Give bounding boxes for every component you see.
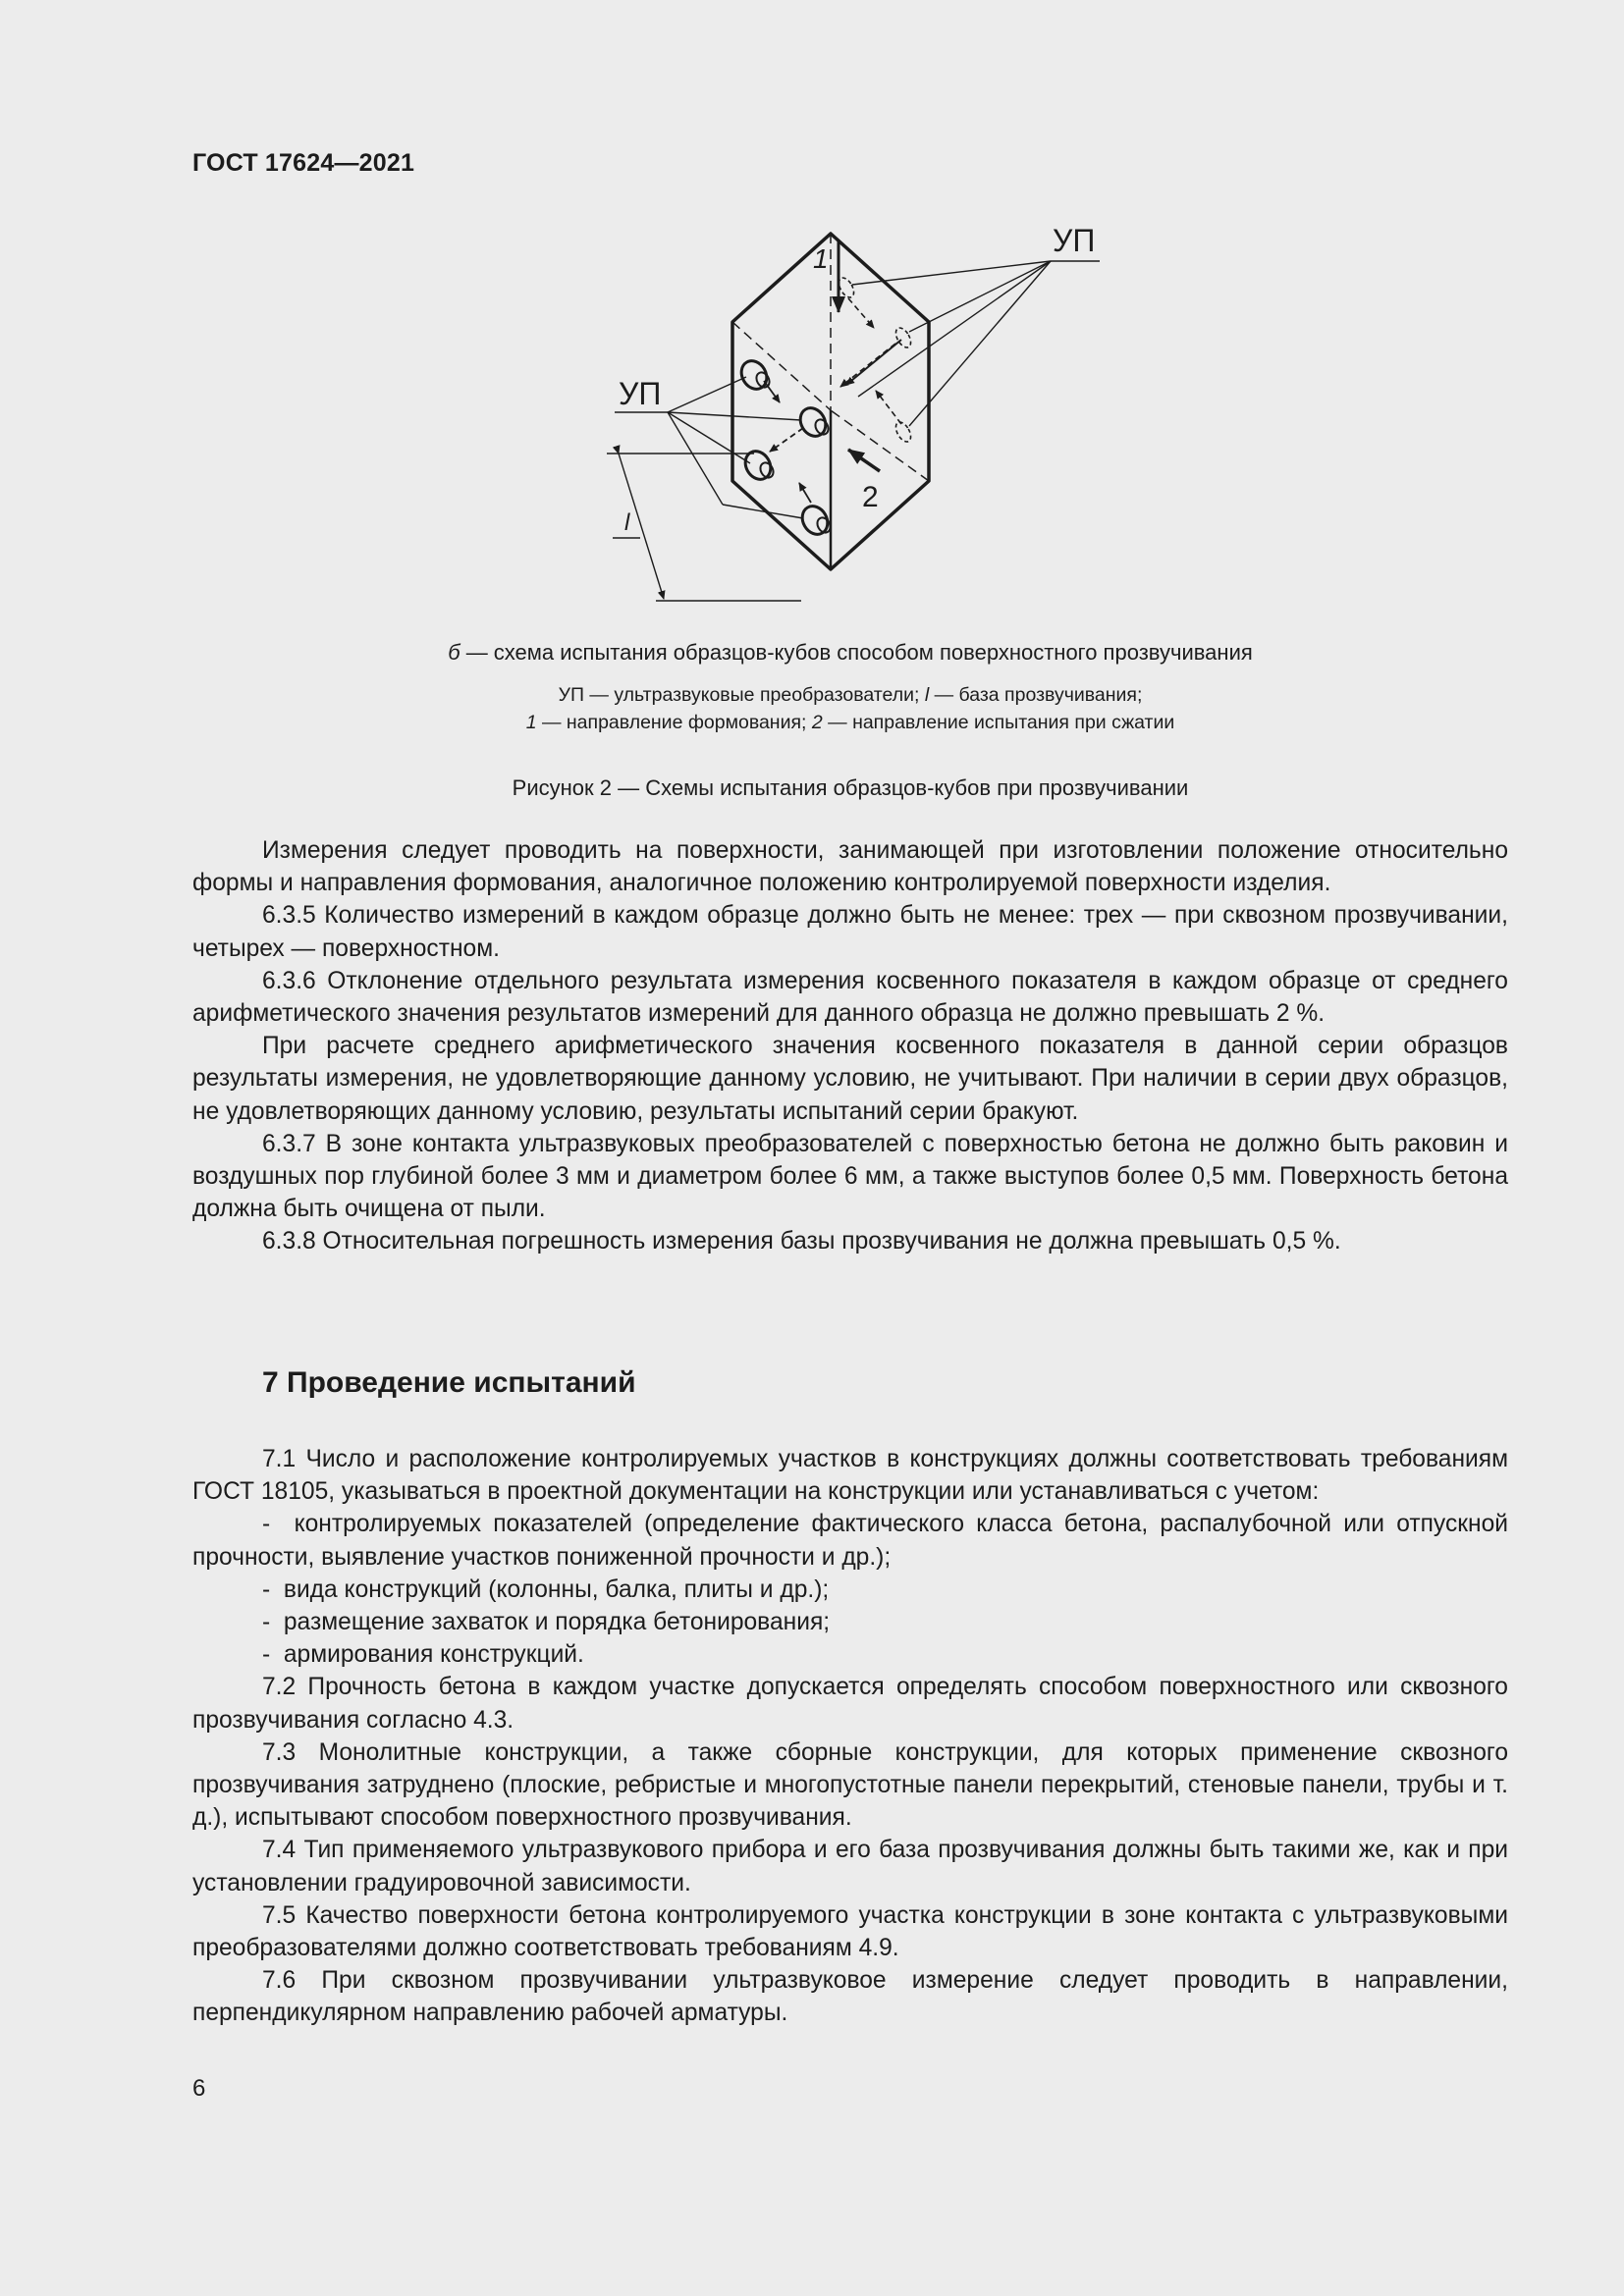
- paragraph: 6.3.7 В зоне контакта ультразвуковых преобразователей с поверхностью бетона не должно быть раковин и воздушных пор глубиной более 3 мм и диаметром более 6 мм, а также выступов более 0,5 мм. Поверхность бетона должна быть очищена от пыли.: [192, 1130, 1508, 1223]
- page-number: 6: [192, 2075, 206, 2102]
- legend-line-2: 1 — направление формования; 2 — направление испытания при сжатии: [525, 712, 1175, 733]
- document-id-header: ГОСТ 17624—2021: [192, 149, 415, 177]
- subcaption-letter: б: [448, 640, 460, 665]
- paragraph: 7.4 Тип применяемого ультразвукового прибора и его база прозвучивания должны быть такими же, как и при установлении градуировочной зависимости.: [192, 1837, 1508, 1896]
- hidden-sound-paths: [840, 298, 901, 424]
- paragraph: 7.2 Прочность бетона в каждом участке допускается определять способом поверхностного или сквозного прозвучивания согласно 4.3.: [192, 1674, 1508, 1734]
- paragraph: При расчете среднего арифметического значения косвенного показателя в данной серии образцов результаты измерения, не удовлетворяющие данному условию, не учитывают. При наличии в серии двух образцов, не удовлетворяющих данному условию, результаты испытаний серии бракуют.: [192, 1033, 1508, 1125]
- surface-sound-paths-left: [764, 381, 811, 503]
- subcaption-text: — схема испытания образцов-кубов способом поверхностного прозвучивания: [460, 640, 1253, 665]
- figure-subcaption: [192, 640, 1508, 666]
- label-2: 2: [862, 481, 879, 513]
- list-item: - контролируемых показателей (определение фактического класса бетона, распалубочной или отпускной прочности, выявление участков пониженной прочности и др.);: [192, 1511, 1509, 1571]
- label-up-left: УП: [619, 376, 662, 411]
- paragraph: 6.3.8 Относительная погрешность измерения базы прозвучивания не должна превышать 0,5 %.: [262, 1228, 1341, 1255]
- hidden-transducers: [836, 275, 913, 444]
- list-item: - вида конструкций (колонны, балка, плиты и др.);: [262, 1575, 830, 1603]
- compression-direction-arrow: [848, 450, 880, 471]
- label-1: 1: [813, 243, 829, 274]
- figure-legend: [192, 681, 1508, 736]
- paragraph: Измерения следует проводить на поверхности, занимающей при изготовлении положение относительно формы и направления формования, аналогичное положению контролируемой поверхности изделия.: [192, 837, 1508, 897]
- list-item: - армирования конструкций.: [262, 1641, 584, 1669]
- label-up-top: УП: [1053, 223, 1096, 258]
- paragraph: 7.1 Число и расположение контролируемых участков в конструкциях должны соответствовать требованиям ГОСТ 18105, указываться в проектной документации на конструкции или устанавливаться с учетом:: [192, 1446, 1508, 1506]
- paragraph: 7.3 Монолитные конструкции, а также сборные конструкции, для которых применение сквозного прозвучивания затруднено (плоские, ребристые и многопустотные панели перекрытий, стеновые панели, трубы и т. д.), испытывают способом поверхностного прозвучивания.: [192, 1738, 1508, 1832]
- legend-line-1: УП — ультразвуковые преобразователи; l — база прозвучивания;: [558, 684, 1143, 706]
- paragraph: 7.6 При сквозном прозвучивании ультразвуковое измерение следует проводить в направлении, перпендикулярном направлению рабочей арматуры.: [192, 1967, 1508, 2027]
- figure-title: Рисунок 2 — Схемы испытания образцов-кубов при прозвучивании: [512, 775, 1189, 800]
- paragraph: 7.5 Качество поверхности бетона контролируемого участка конструкции в зоне контакта с ультразвуковыми преобразователями должно соответствовать требованиям 4.9.: [192, 1901, 1508, 1962]
- section-heading: 7 Проведение испытаний: [262, 1366, 636, 1399]
- surface-sound-path-right: [846, 340, 901, 385]
- cube-test-diagram: [589, 218, 1139, 611]
- section-6-text: [192, 834, 1508, 1258]
- paragraph: 6.3.6 Отклонение отдельного результата измерения косвенного показателя в каждом образце от среднего арифметического значения результатов измерений для данного образца не должно превышать 2 %.: [192, 967, 1508, 1028]
- section-7-text: [192, 1443, 1508, 2030]
- list-item: - размещение захваток и порядка бетонирования;: [262, 1609, 831, 1636]
- label-base-l: l: [624, 509, 630, 536]
- surface-transducers: [736, 356, 833, 539]
- paragraph: 6.3.5 Количество измерений в каждом образце должно быть не менее: трех — при сквозном прозвучивании, четырех — поверхностном.: [192, 902, 1508, 962]
